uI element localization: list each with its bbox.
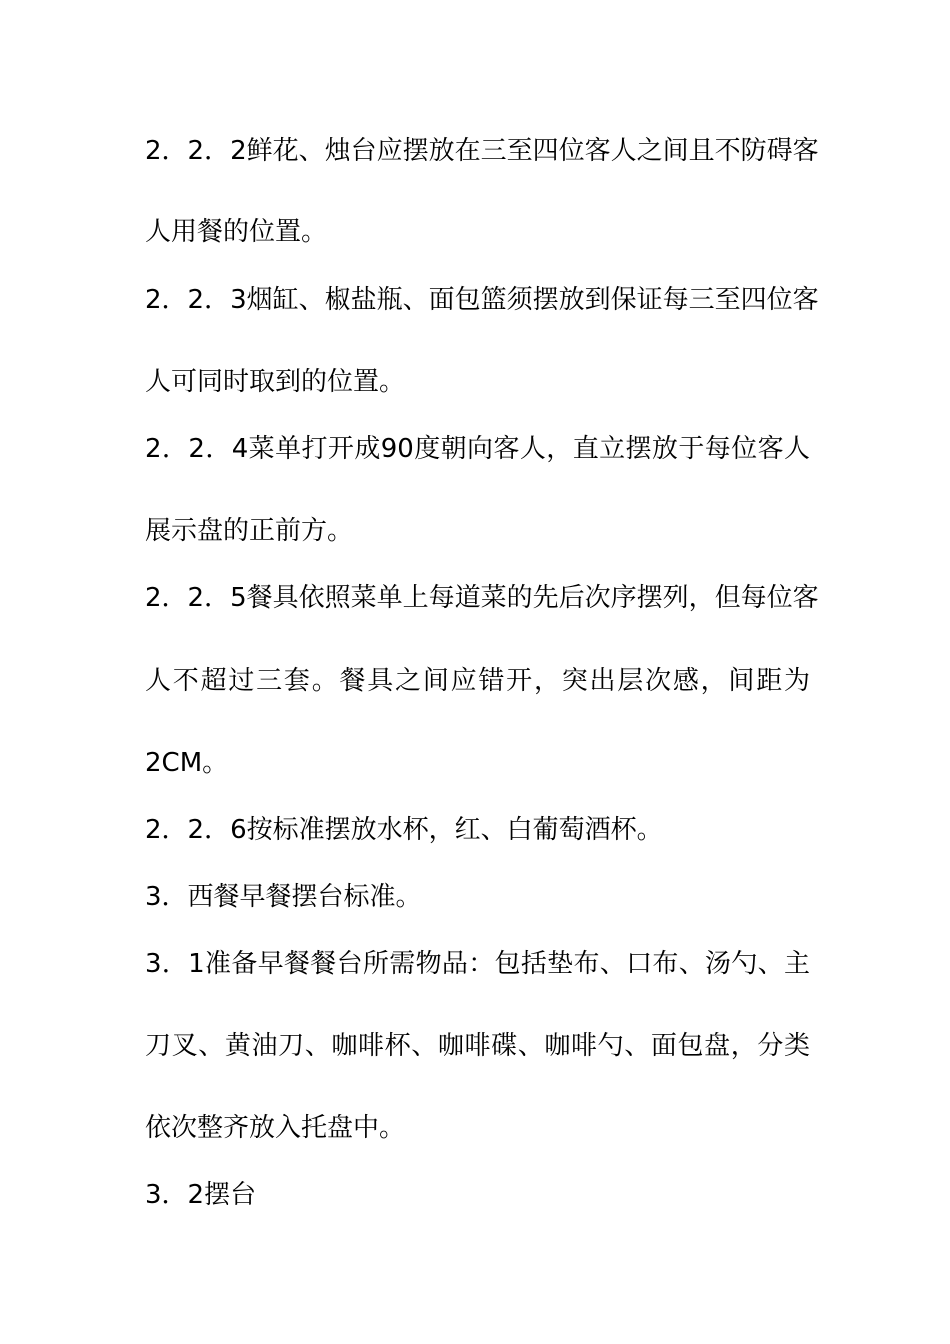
paragraph-2-2-2-line-1: 2．2．2鲜花、烛台应摆放在三至四位客人之间且不防碍客 xyxy=(145,136,819,166)
paragraph-2-2-5-line-3: 2CM。 xyxy=(145,748,229,778)
paragraph-2-2-5-line-2: 人不超过三套。餐具之间应错开，突出层次感，间距为 xyxy=(145,666,810,696)
paragraph-2-2-4-line-1: 2．2．4菜单打开成90度朝向客人，直立摆放于每位客人 xyxy=(145,434,810,464)
paragraph-2-2-6: 2．2．6按标准摆放水杯，红、白葡萄酒杯。 xyxy=(145,815,663,845)
paragraph-2-2-4-line-2: 展示盘的正前方。 xyxy=(145,516,354,546)
paragraph-2-2-5-line-1: 2．2．5餐具依照菜单上每道菜的先后次序摆列，但每位客 xyxy=(145,583,819,613)
paragraph-3-1-line-3: 依次整齐放入托盘中。 xyxy=(145,1113,406,1143)
paragraph-2-2-3-line-1: 2．2．3烟缸、椒盐瓶、面包篮须摆放到保证每三至四位客 xyxy=(145,285,819,315)
section-3-heading: 3．西餐早餐摆台标准。 xyxy=(145,882,422,912)
paragraph-3-1-line-1: 3．1准备早餐餐台所需物品：包括垫布、口布、汤勺、主 xyxy=(145,949,810,979)
paragraph-2-2-3-line-2: 人可同时取到的位置。 xyxy=(145,367,406,397)
section-3-2-heading: 3．2摆台 xyxy=(145,1180,257,1210)
paragraph-2-2-2-line-2: 人用餐的位置。 xyxy=(145,217,328,247)
paragraph-3-1-line-2: 刀叉、黄油刀、咖啡杯、咖啡碟、咖啡勺、面包盘，分类 xyxy=(145,1031,810,1061)
